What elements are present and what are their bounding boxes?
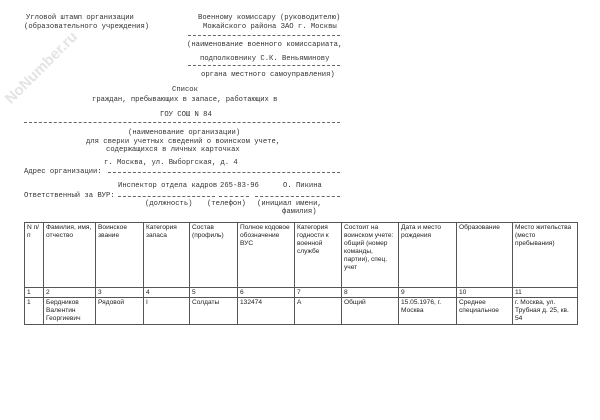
cell-reserve-category: I: [144, 298, 190, 325]
caption-position: (должность): [145, 200, 193, 208]
cell-rank: Рядовой: [96, 298, 144, 325]
address-label: Адрес организации:: [24, 168, 102, 176]
column-number: 10: [457, 288, 513, 298]
header-cell: Категория запаса: [144, 223, 190, 288]
header-cell: Дата и место рождения: [399, 223, 457, 288]
purpose-line1: для сверки учетных сведений о воинском учете,: [86, 138, 281, 146]
header-cell: Категория годности к военной службе: [295, 223, 342, 288]
header-cell: Состоит на воинском учете: общий (номер команды, партии), спец. учет: [342, 223, 399, 288]
divider: [188, 35, 340, 36]
cell-full-name: Бердников Валентин Георгиевич: [44, 298, 96, 325]
caption-phone: (телефон): [207, 200, 246, 208]
cell-composition: Солдаты: [190, 298, 238, 325]
list-title: Список: [172, 86, 198, 94]
caption-name2: фамилия): [282, 208, 317, 216]
cell-fitness-category: А: [295, 298, 342, 325]
responsible-name: О. Пикина: [283, 182, 322, 190]
table-row: [25, 298, 578, 325]
column-number: 6: [238, 288, 295, 298]
header-cell: Полное кодовое обозначение ВУС: [238, 223, 295, 288]
cell-education: Среднее специальное: [457, 298, 513, 325]
responsible-phone: 265-83-96: [220, 182, 259, 190]
divider: [108, 172, 340, 173]
divider: [219, 196, 249, 197]
caption-name1: (инициал имени,: [257, 200, 322, 208]
addressee-caption1: (наименование военного комиссариата,: [187, 41, 343, 49]
column-number: 9: [399, 288, 457, 298]
cell-residence: г. Москва, ул. Трубная д. 25, кв. 54: [513, 298, 578, 325]
responsible-label: Ответственный за ВУР:: [24, 192, 115, 200]
column-number: 4: [144, 288, 190, 298]
column-number: 11: [513, 288, 578, 298]
divider: [24, 122, 340, 123]
responsible-position: Инспектор отдела кадров: [118, 182, 218, 190]
addressee-caption2: органа местного самоуправления): [201, 71, 335, 79]
header-cell: Состав (профиль): [190, 223, 238, 288]
header-cell: Место жительства (место пребывания): [513, 223, 578, 288]
header-cell: Воинское звание: [96, 223, 144, 288]
organization-name: ГОУ СОШ N 84: [160, 111, 212, 119]
cell-birth: 15.05.1976, г. Москва: [399, 298, 457, 325]
reservists-table: [24, 222, 578, 325]
cell-vus-code: 132474: [238, 298, 295, 325]
divider: [118, 196, 215, 197]
address-value: г. Москва, ул. Выборгская, д. 4: [104, 159, 238, 167]
cell-number: 1: [25, 298, 44, 325]
addressee-line2: Можайского района ЗАО г. Москвы: [203, 23, 337, 31]
stamp-line2: (образовательного учреждения): [24, 23, 150, 31]
cell-registration: Общий: [342, 298, 399, 325]
list-subtitle: граждан, пребывающих в запасе, работающих в: [92, 96, 278, 104]
column-number: 2: [44, 288, 96, 298]
organization-caption: (наименование организации): [128, 129, 241, 137]
column-number: 8: [342, 288, 399, 298]
stamp-line1: Угловой штамп организации: [26, 14, 134, 22]
addressee-line1: Военному комиссару (руководителю): [198, 14, 341, 22]
column-number: 1: [25, 288, 44, 298]
table-header-row: [25, 223, 578, 288]
watermark: NoNumber.ru: [1, 28, 82, 108]
divider: [188, 65, 340, 66]
column-number: 7: [295, 288, 342, 298]
header-cell: N п/п: [25, 223, 44, 288]
column-number: 3: [96, 288, 144, 298]
divider: [255, 196, 340, 197]
purpose-line2: содержащихся в личных карточках: [106, 146, 240, 154]
column-number-row: [25, 288, 578, 298]
header-cell: Образование: [457, 223, 513, 288]
addressee-name: подполковнику С.К. Веньяминову: [200, 55, 330, 63]
column-number: 5: [190, 288, 238, 298]
header-cell: Фамилия, имя, отчество: [44, 223, 96, 288]
